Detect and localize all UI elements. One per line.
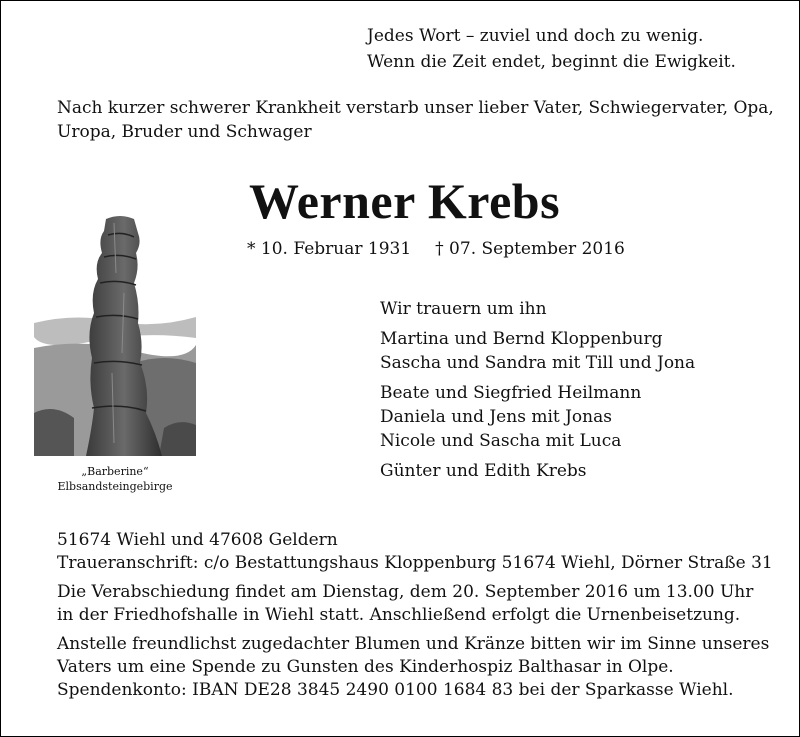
mourners-heading: Wir trauern um ihn [380, 299, 547, 319]
donation-info-line-2: Vaters um eine Spende zu Gunsten des Kinderhospiz Balthasar in Olpe. [57, 657, 674, 677]
deceased-name: Werner Krebs [249, 173, 561, 229]
intro-line-2: Uropa, Bruder und Schwager [57, 122, 312, 142]
photo-caption [34, 464, 196, 494]
intro-line-1: Nach kurzer schwerer Krankheit verstarb unser lieber Vater, Schwiegervater, Opa, [57, 98, 774, 118]
intro-text [57, 96, 777, 144]
mourner-line: Nicole und Sascha mit Luca [380, 431, 622, 451]
caption-title: „Barberine“ [81, 465, 149, 478]
donation-info-line-1: Anstelle freundlichst zugedachter Blumen und Kränze bitten wir im Sinne unseres [57, 634, 770, 654]
motto-line-2: Wenn die Zeit endet, beginnt die Ewigkeit. [367, 52, 736, 72]
notice-details [57, 529, 787, 702]
donation-account-line: Spendenkonto: IBAN DE28 3845 2490 0100 1684 83 bei der Sparkasse Wiehl. [57, 680, 734, 700]
service-info-line-1: Die Verabschiedung findet am Dienstag, dem 20. September 2016 um 13.00 Uhr [57, 582, 754, 602]
motto [367, 23, 736, 75]
service-info-line-2: in der Friedhofshalle in Wiehl statt. Anschließend erfolgt die Urnenbeisetzung. [57, 605, 741, 625]
mourner-line: Daniela und Jens mit Jonas [380, 407, 612, 427]
mourner-line: Martina und Bernd Kloppenburg [380, 329, 663, 349]
mourners-list [380, 297, 695, 483]
motto-line-1: Jedes Wort – zuviel und doch zu wenig. [367, 26, 704, 46]
death-date: † 07. September 2016 [435, 239, 625, 259]
caption-subtitle: Elbsandsteingebirge [57, 480, 173, 493]
mourning-address: Traueranschrift: c/o Bestattungshaus Kloppenburg 51674 Wiehl, Dörner Straße 31 [57, 553, 773, 573]
life-dates [247, 237, 625, 261]
mourner-line: Sascha und Sandra mit Till und Jona [380, 353, 696, 373]
mourner-line: Günter und Edith Krebs [380, 461, 587, 481]
birth-date: * 10. Februar 1931 [247, 239, 412, 259]
barberine-rock-photo [34, 213, 196, 456]
location-line: 51674 Wiehl und 47608 Geldern [57, 530, 338, 550]
mourner-line: Beate und Siegfried Heilmann [380, 383, 642, 403]
